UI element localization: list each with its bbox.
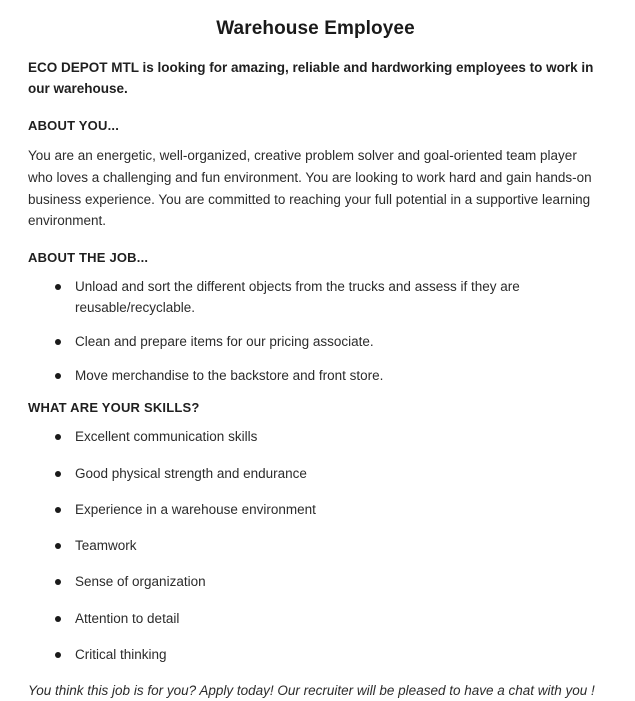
- intro-paragraph: ECO DEPOT MTL is looking for amazing, reliable and hardworking employees to work in our warehouse.: [28, 60, 594, 96]
- list-item: Experience in a warehouse environment: [28, 500, 603, 520]
- list-item: Move merchandise to the backstore and front store.: [28, 366, 603, 386]
- list-item: Sense of organization: [28, 572, 603, 592]
- page-title: Warehouse Employee: [216, 18, 415, 39]
- closing-call-to-action: You think this job is for you? Apply today! Our recruiter will be pleased to have a chat with you !: [28, 683, 595, 699]
- list-item: Clean and prepare items for our pricing associate.: [28, 332, 603, 352]
- section-heading-skills: WHAT ARE YOUR SKILLS?: [28, 400, 200, 416]
- about-you-text: You are an energetic, well-organized, creative problem solver and goal-oriented team player who loves a challenging and fun environment. You are looking to work hard and gain hands-on business experience. You are committed to reaching your full potential in a supportive learning environment.: [28, 147, 592, 229]
- list-item: Critical thinking: [28, 645, 603, 665]
- list-item: Good physical strength and endurance: [28, 464, 603, 484]
- skills-list: [28, 427, 603, 665]
- section-heading-about-the-job: ABOUT THE JOB...: [28, 250, 149, 266]
- list-item: Excellent communication skills: [28, 427, 603, 447]
- list-item: Attention to detail: [28, 609, 603, 629]
- list-item: Teamwork: [28, 536, 603, 556]
- list-item: Unload and sort the different objects from the trucks and assess if they are reusable/recyclable.: [28, 277, 603, 318]
- section-heading-about-you: ABOUT YOU...: [28, 117, 120, 133]
- about-the-job-list: [28, 277, 603, 386]
